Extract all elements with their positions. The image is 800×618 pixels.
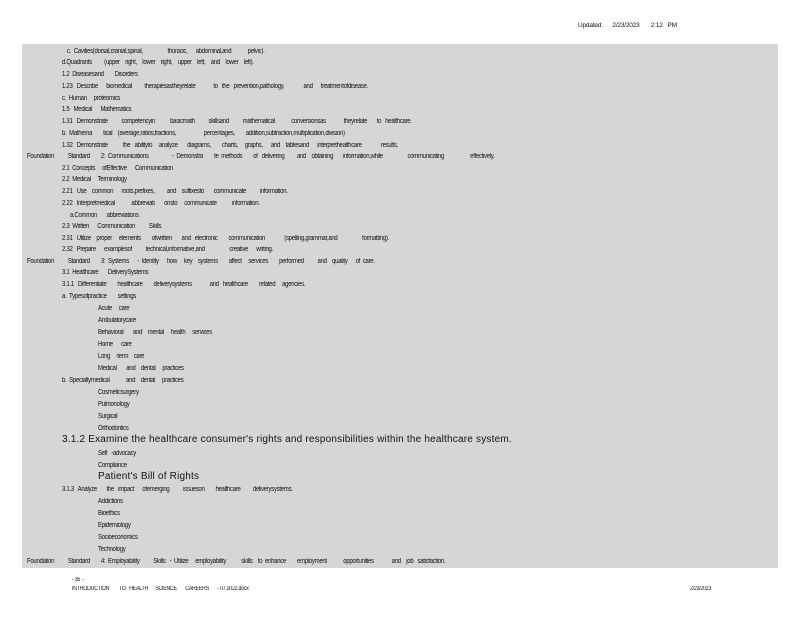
text-line: Medical and dental practices	[98, 365, 184, 372]
page-number: - 35 -	[72, 577, 84, 583]
text-line: Epidemiology	[98, 522, 131, 529]
text-line: Orthodontics	[98, 425, 129, 432]
text-line: 1.5 Medical Mathematics	[62, 106, 132, 113]
text-line: a.Common abbreviations	[70, 212, 139, 219]
text-line: Technology	[98, 546, 126, 553]
text-line: Behavioral and mental health services	[98, 329, 212, 336]
updated-timestamp: Updated: 2/23/2023 2:12 PM	[578, 22, 677, 29]
text-line: c. Cavities(dorsal,cranial,spinal, thoracic, abdominal,and pelvic).	[67, 48, 265, 55]
text-line: 1.32 Demonstrate the abilityto analyze diagrams, charts, graphs, and tablesand interprethealthcare results.	[62, 142, 398, 149]
text-line: c. Human proteomics	[62, 95, 121, 102]
text-line: Self -advocacy	[98, 450, 137, 457]
text-line: 2.31 Utilize proper elements ofwritten and electronic communication (spelling,grammar,and formatting).	[62, 235, 390, 242]
heading-line: Patient's Bill of Rights	[98, 471, 200, 482]
text-line: 2.3 Written Communication Skills	[62, 223, 162, 230]
text-line: a. Typesofpractice settings	[62, 293, 137, 300]
text-line: Acute care	[98, 305, 130, 312]
text-line: 2.22 Interpretmedical abbreviati onsto communicate information.	[62, 200, 260, 207]
text-line: Foundation Standard 4: Employability Skills - Utilize employability skills to enhance employment opportunities and job satisfaction.	[27, 558, 446, 565]
text-line: 3.1.3 Analyze the impact ofemerging issueson healthcare deliverysystems.	[62, 486, 293, 493]
text-line: b. Specialtymedical and dental practices	[62, 377, 184, 384]
text-line: 2.32 Prepare examplesof technical,informative,and creative writing.	[62, 246, 273, 253]
text-line: b. Mathema tical (average,ratios,fractions, percentages, addition,subtraction,multiplication,division)	[62, 130, 345, 137]
text-line: 3.1 Healthcare DeliverySystems	[62, 269, 149, 276]
text-line: Long -term care	[98, 353, 145, 360]
footer-filename: INTRODUCTION TO HEALTH SCIENCE CAREERS - 07.2022.docx	[72, 586, 249, 592]
text-line: Foundation Standard 3: Systems - Identify how key systems affect services performed and quality of care.	[27, 258, 375, 265]
text-line: 3.1.1 Differentiate healthcare deliverysystems and healthcare related agencies.	[62, 281, 306, 288]
text-line: Ambulatorycare	[98, 317, 136, 324]
text-line: Surgical	[98, 413, 118, 420]
text-line: 1.31 Demonstrate competencyin basicmath skillsand mathematical conversionsas theyrelate to healthcare.	[62, 118, 412, 125]
text-line: Cosmeticsurgery	[98, 389, 139, 396]
text-line: 2.2 Medical Terminology	[62, 176, 127, 183]
footer-date: 2/23/2023	[690, 586, 712, 592]
text-line: Bioethics	[98, 510, 120, 517]
text-line: Addictions	[98, 498, 123, 505]
text-line: 2.1 Concepts ofEffective Communication	[62, 165, 173, 172]
text-line: Home care	[98, 341, 132, 348]
text-line: Pulmonology	[98, 401, 130, 408]
text-line: Foundation Standard 2: Communications - Demonstra te methods of delivering and obtaining information,while communicating effectively.	[27, 153, 495, 160]
text-line: Socioeconomics	[98, 534, 138, 541]
text-line: Compliance	[98, 462, 127, 469]
text-line: 2.21 Use common roots,prefixes, and suffixesto communicate information.	[62, 188, 288, 195]
heading-line: 3.1.2 Examine the healthcare consumer's rights and responsibilities within the healthcare system.	[62, 434, 512, 445]
text-line: 1.23 Describe biomedical therapiesastheyrelate to the prevention,pathology, and treatmentofdisease.	[62, 83, 369, 90]
text-line: 1.2 Diseasesand Disorders	[62, 71, 138, 78]
text-line: d.Quadrants (upper right, lower right, upper left, and lower left).	[62, 59, 254, 66]
